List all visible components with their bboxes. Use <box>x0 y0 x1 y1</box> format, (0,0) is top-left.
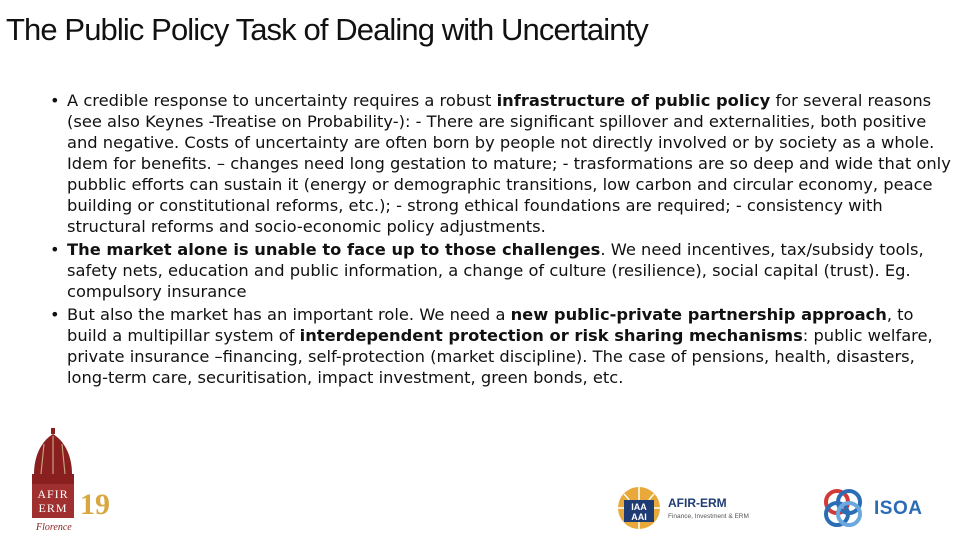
logo-city: Florence <box>36 522 72 533</box>
bullet-text: for several reasons (see also Keynes -Treatise on Probability-): - There are significant spillover and externalities, both positive and negative. Costs of uncertainty are often born by people not directly involved or by society as a whole. Idem for benefits. – changes need long gestation to mature; - trasformations are so deep and wide that only pubblic efforts can sustain it (energy or demographic transitions, low carbon and circular economy, peace building or constitutional reforms, etc.); - strong ethical foundations are required; - consistency with structural reforms and socio-economic policy adjustments. <box>67 91 951 236</box>
bullet-text: . We need incentives, tax/subsidy tools, safety nets, education and public information, a change of culture (resilience), social capital (trust). Eg. compulsory insurance <box>67 240 924 301</box>
afir-erm-florence-logo <box>28 428 112 536</box>
isoa-logo-name: ISOA <box>874 498 923 519</box>
bullet-list <box>48 90 954 390</box>
iaa-logo-name: AFIR-ERM <box>668 496 727 510</box>
slide-title: The Public Policy Task of Dealing with Uncertainty <box>6 12 648 47</box>
bullet-emphasis-text: infrastructure of public policy <box>496 91 771 110</box>
bullet-emphasis-text: The market alone is unable to face up to those challenges <box>67 240 601 259</box>
bullet-item-3 <box>48 304 954 388</box>
iaa-logo-subtitle: Finance, Investment & ERM <box>668 513 749 520</box>
globe-badge-icon <box>616 486 662 530</box>
isoa-logo <box>820 486 930 530</box>
iaa-afir-erm-logo <box>616 486 766 530</box>
badge-text-aai: AAI <box>631 512 647 522</box>
bullet-text: : public welfare, private insurance –financing, self-protection (market discipline). The case of pensions, health, disasters, long-term care, securitisation, impact investment, green bonds, etc. <box>67 326 933 387</box>
bullet-text: , to build a multipillar system of <box>67 305 914 345</box>
isoa-rings-icon <box>820 486 866 530</box>
bullet-item-2 <box>48 239 954 302</box>
bullet-item-1 <box>48 90 954 237</box>
logo-year: 19 <box>80 488 110 521</box>
bullet-text: A credible response to uncertainty requires a robust <box>67 91 497 110</box>
logo-text-erm: ERM <box>38 501 68 515</box>
badge-text-iaa: IAA <box>631 502 647 512</box>
logo-text-afir: AFIR <box>37 487 69 501</box>
bullet-emphasis-text: new public-private partnership approach <box>510 305 887 324</box>
bullet-emphasis-text: interdependent protection or risk sharing mechanisms <box>299 326 803 345</box>
bullet-text: But also the market has an important role. We need a <box>67 305 511 324</box>
